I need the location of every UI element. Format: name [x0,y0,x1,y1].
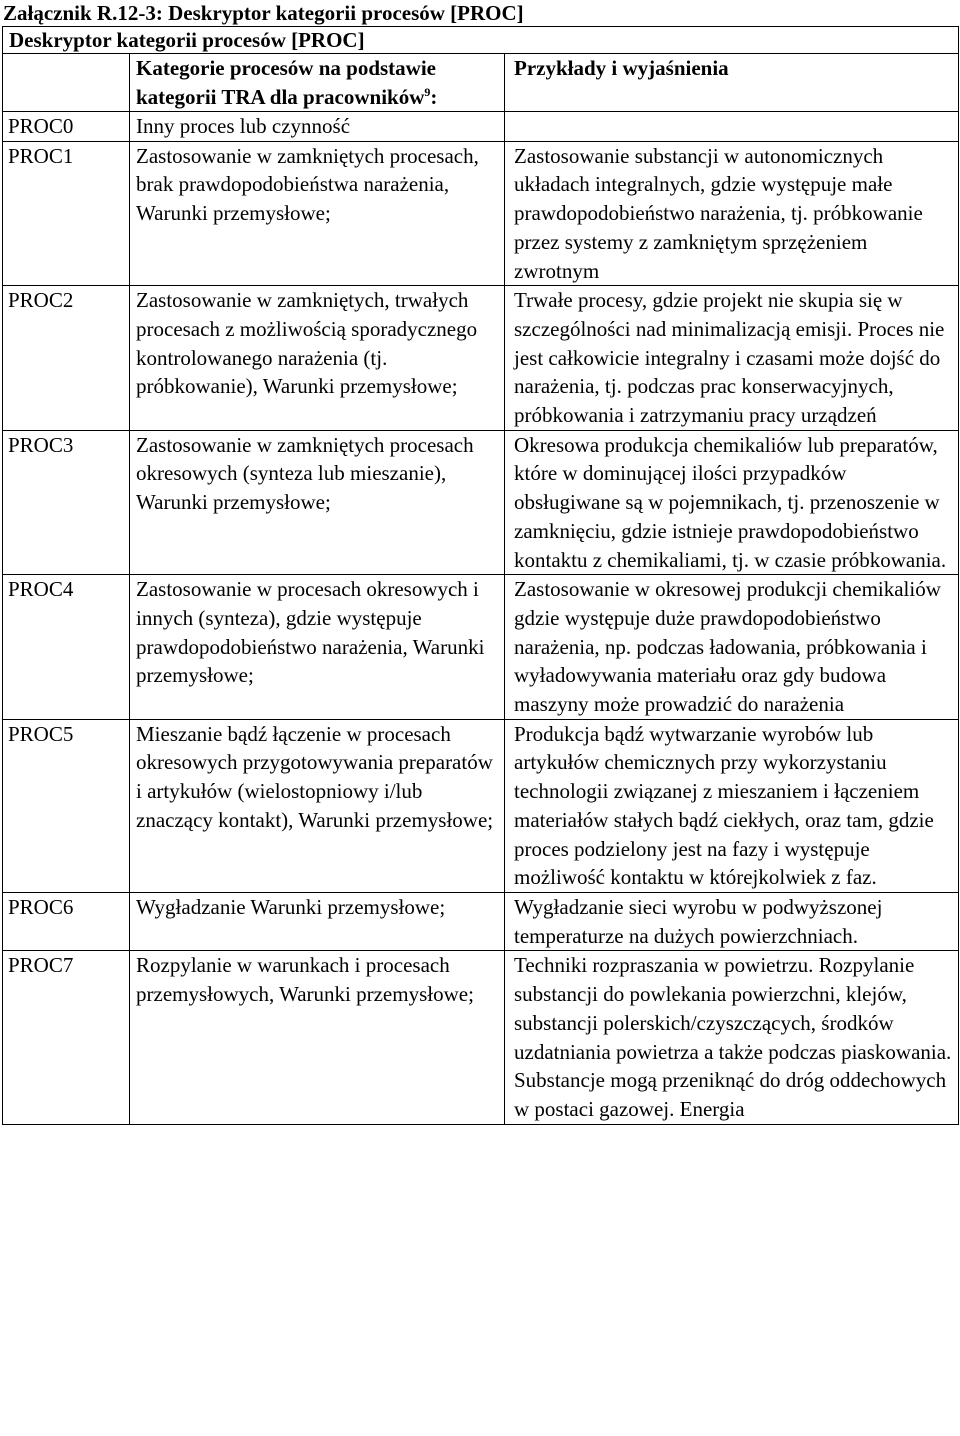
proc-examples: Zastosowanie w okresowej produkcji chemikaliów gdzie występuje duże prawdopodobieństwo narażenia, np. podczas ładowania, próbkowania i wyładowywania materiału oraz gdy budowa maszyny może prowadzić do narażenia [505,575,959,720]
proc-examples [505,112,959,142]
proc-examples: Zastosowanie substancji w autonomicznych układach integralnych, gdzie występuje małe prawdopodobieństwo narażenia, tj. próbkowanie przez systemy z zamkniętym sprzężeniem zwrotnym [505,141,959,286]
proc-category: Zastosowanie w zamkniętych procesach okresowych (synteza lub mieszanie), Warunki przemysłowe; [130,430,505,575]
proc-category: Rozpylanie w warunkach i procesach przemysłowych, Warunki przemysłowe; [130,951,505,1124]
table-row [3,286,959,431]
proc-category: Zastosowanie w procesach okresowych i innych (synteza), gdzie występuje prawdopodobieństwo narażenia, Warunki przemysłowe; [130,575,505,720]
proc-code: PROC2 [3,286,130,431]
proc-code: PROC3 [3,430,130,575]
proc-code: PROC4 [3,575,130,720]
header-category-cell [130,54,505,112]
table-row [3,141,959,286]
proc-code: PROC1 [3,141,130,286]
proc-code: PROC0 [3,112,130,142]
table-caption-row [3,27,959,54]
table-header-row [3,54,959,112]
header-examples-cell: Przykłady i wyjaśnienia [505,54,959,112]
table-caption: Deskryptor kategorii procesów [PROC] [3,27,959,54]
proc-examples: Produkcja bądź wytwarzanie wyrobów lub artykułów chemicznych przy wykorzystaniu technologii związanej z mieszaniem i łączeniem materiałów stałych bądź ciekłych, oraz tam, gdzie proces podzielony jest na fazy i występuje możliwość kontaktu w którejkolwiek z faz. [505,719,959,892]
proc-descriptor-table [2,26,959,1125]
proc-examples: Wygładzanie sieci wyrobu w podwyższonej temperaturze na dużych powierzchniach. [505,892,959,950]
proc-code: PROC6 [3,892,130,950]
proc-examples: Trwałe procesy, gdzie projekt nie skupia się w szczególności nad minimalizacją emisji. Proces nie jest całkowicie integralny i czasami może dojść do narażenia, tj. podczas prac konserwacyjnych, próbkowania i zatrzymaniu pracy urządzeń [505,286,959,431]
table-row [3,575,959,720]
table-row [3,951,959,1124]
table-row [3,719,959,892]
table-row [3,430,959,575]
proc-code: PROC5 [3,719,130,892]
header-code-cell [3,54,130,112]
proc-code: PROC7 [3,951,130,1124]
proc-category: Mieszanie bądź łączenie w procesach okresowych przygotowywania preparatów i artykułów (wielostopniowy i/lub znaczący kontakt), Warunki przemysłowe; [130,719,505,892]
proc-examples: Techniki rozpraszania w powietrzu. Rozpylanie substancji do powlekania powierzchni, klejów, substancji polerskich/czyszczących, środków uzdatniania powietrza a także podczas piaskowania. Substancje mogą przeniknąć do dróg oddechowych w postaci gazowej. Energia [505,951,959,1124]
table-row [3,892,959,950]
proc-category: Zastosowanie w zamkniętych, trwałych procesach z możliwością sporadycznego kontrolowanego narażenia (tj. próbkowanie), Warunki przemysłowe; [130,286,505,431]
header-category-suffix: : [430,84,438,109]
header-category-label: Kategorie procesów na podstawie kategorii TRA dla pracowników [136,56,436,109]
footnote-marker: 9 [424,84,431,99]
proc-examples: Okresowa produkcja chemikaliów lub preparatów, które w dominującej ilości przypadków obsługiwane są w pojemnikach, tj. przenoszenie w zamknięciu, gdzie istnieje prawdopodobieństwo kontaktu z chemikaliami, tj. w czasie próbkowania. [505,430,959,575]
proc-category: Zastosowanie w zamkniętych procesach, brak prawdopodobieństwa narażenia, Warunki przemysłowe; [130,141,505,286]
document-title: Załącznik R.12-3: Deskryptor kategorii procesów [PROC] [3,1,524,25]
proc-category: Inny proces lub czynność [130,112,505,142]
table-row [3,112,959,142]
proc-category: Wygładzanie Warunki przemysłowe; [130,892,505,950]
